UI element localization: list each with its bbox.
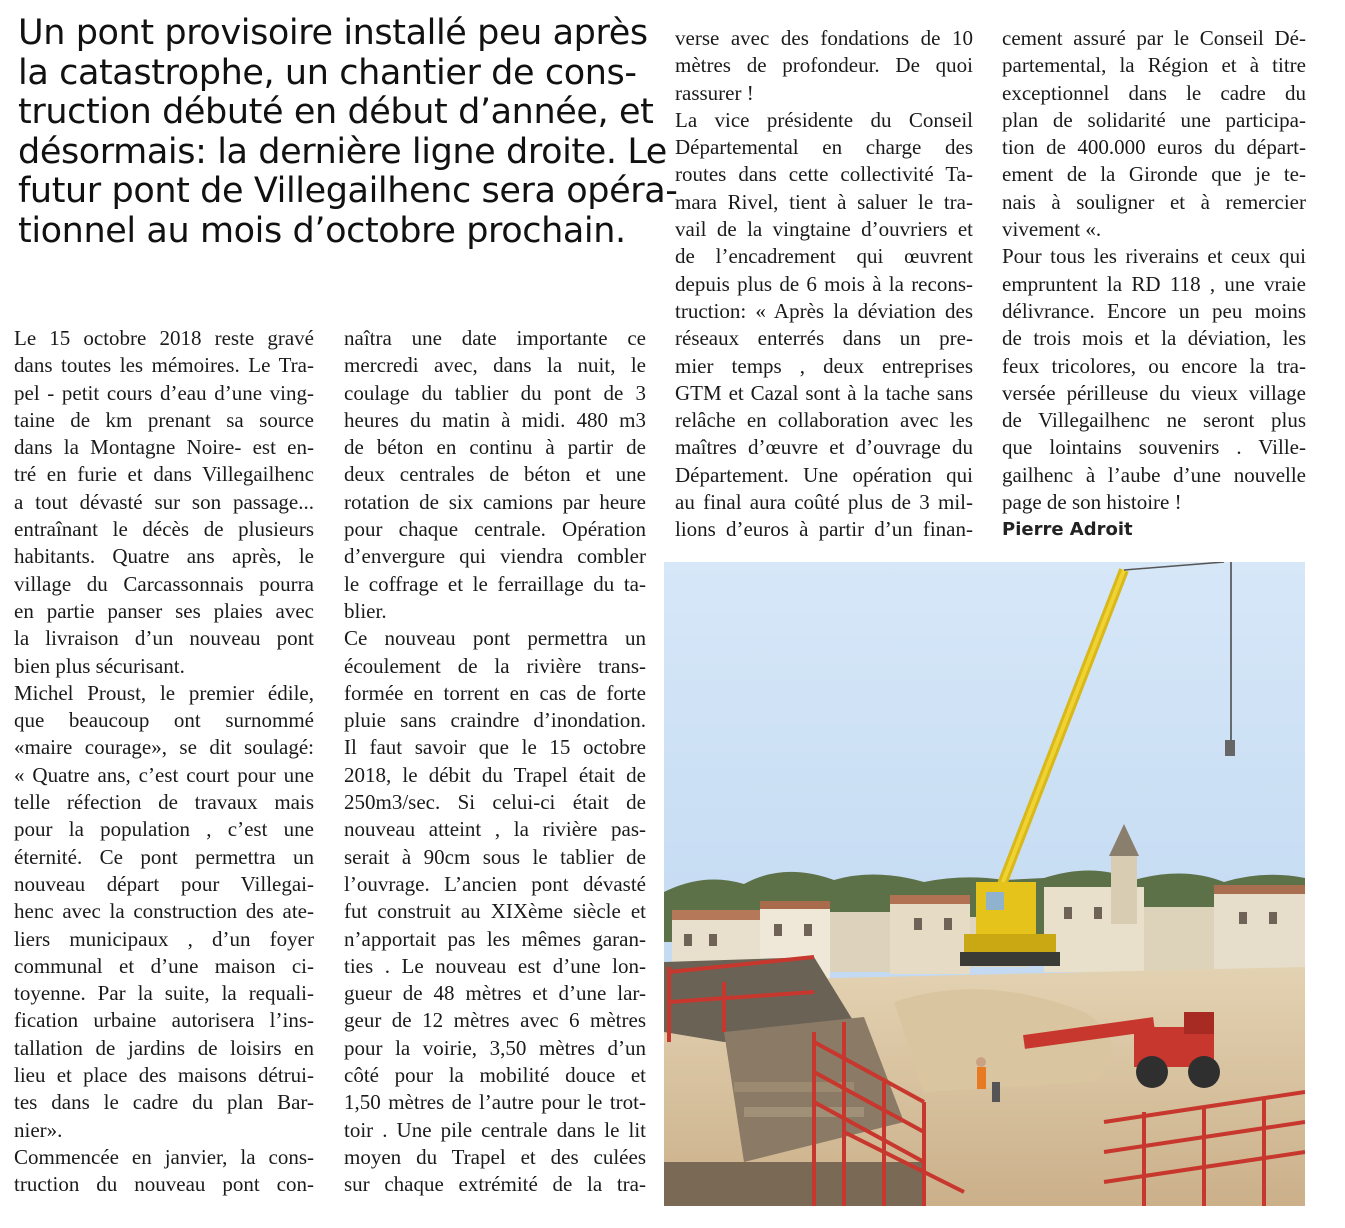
text-line: rotation de six camions par heure [344,489,646,514]
photo-illustration [664,562,1305,1206]
text-line: deux centrales de béton et une [344,462,646,487]
lead-line: tionnel au mois d’octobre prochain. [18,210,626,251]
text-line: la livraison d’un nouveau pont [14,626,314,651]
text-line: nais à souligner et à remercier [1002,189,1306,214]
text-line: taine de km prenant sa source [14,407,314,432]
text-line: tes dans le cadre du plan Bar- [14,1090,314,1115]
text-line: telle réfection de travaux mais [14,790,314,815]
text-line: nier». [14,1117,63,1142]
text-line: n’apportait pas les mêmes garan- [344,926,646,951]
text-line: ties . Le nouveau est d’une lon- [344,953,646,978]
text-line: moyen du Trapel et des culées [344,1144,646,1169]
text-line: 250m3/sec. Si celui-ci était de [344,790,646,815]
text-line: mètres de profondeur. De quoi [675,53,973,78]
text-line: vail de la vingtaine d’ouvriers et [675,217,973,242]
text-line: mara Rivel, tient à saluer le tra- [675,189,973,214]
text-line: lions d’euros à partir d’un finan- [675,517,973,542]
text-line: Commencée en janvier, la cons- [14,1144,314,1169]
article-column-2 [344,325,646,1199]
text-line: blier. [344,598,387,623]
text-line: Pour tous les riverains et ceux qui [1002,244,1306,269]
text-line: coulage du tablier du pont de 3 [344,380,646,405]
text-line: Ce nouveau pont permettra un [344,626,646,651]
text-line: geur de 12 mètres avec 6 mètres [344,1008,646,1033]
text-line: rassurer ! [675,80,754,105]
text-line: 2018, le débit du Trapel était de [344,762,646,787]
lead-line: désormais: la dernière ligne droite. Le [18,131,667,172]
text-line: Départemental en charge des [675,135,973,160]
text-line: dans la Montagne Noire- est en- [14,435,314,460]
text-line: versée périlleuse du vieux village [1002,380,1306,405]
text-line: en partie panser ses plaies avec [14,598,314,623]
text-line: cement assuré par le Conseil Dé- [1002,26,1306,50]
text-line: dans toutes les mémoires. Le Tra- [14,353,314,378]
text-line: tion de 400.000 euros du départ- [1002,135,1306,160]
text-line: tallation de jardins de loisirs en [14,1035,314,1060]
text-line: heures du matin à midi. 480 m3 [344,407,646,432]
text-line: a tout dévasté sur son passage... [14,489,314,514]
text-line: toir . Une pile centrale dans le lit [344,1117,646,1142]
text-line: nouveau atteint , la rivière pas- [344,817,646,842]
text-line: de trois mois et la déviation, les [1002,326,1306,351]
text-line: La vice présidente du Conseil [675,107,973,132]
text-line: sur chaque extrémité de la tra- [344,1172,646,1197]
text-line: le coffrage et le ferraillage du ta- [344,571,646,596]
text-line: Michel Proust, le premier édile, [14,680,314,705]
text-line: exceptionnel dans le cadre du [1002,80,1306,105]
lead-line: Un pont provisoire installé peu après [18,13,648,53]
author-signature: Pierre Adroit [1002,519,1133,541]
text-line: habitants. Quatre ans après, le [14,544,314,569]
text-line: Il faut savoir que le 15 octobre [344,735,646,760]
text-line: henc avec la construction des ate- [14,899,314,924]
text-line: relâche en collaboration avec les [675,408,973,433]
text-line: pel - petit cours d’eau d’une ving- [14,380,314,405]
text-line: Le 15 octobre 2018 reste gravé [14,326,314,350]
text-line: écoulement de la rivière trans- [344,653,646,678]
text-line: gueur de 48 mètres et d’une lar- [344,981,646,1006]
text-line: liers municipaux , d’un foyer [14,926,314,951]
article-column-1 [14,325,314,1199]
article-column-4 [1002,25,1306,543]
text-line: maîtres d’œuvre et d’ouvrage du [675,435,973,460]
text-line: formée en torrent en cas de forte [344,680,646,705]
text-line: empruntent la RD 118 , une vraie [1002,271,1306,296]
text-line: que beaucoup ont surnommé [14,708,314,733]
text-line: gailhenc à l’aube d’une nouvelle [1002,462,1306,487]
text-line: entraînant le décès de plusieurs [14,517,314,542]
text-line: réseaux enterrés dans un pre- [675,326,973,351]
text-line: partemental, la Région et à titre [1002,53,1306,78]
text-line: feux tricolores, ou encore la tra- [1002,353,1306,378]
lead-paragraph [18,13,678,251]
text-line: mercredi avec, dans la nuit, le [344,353,646,378]
text-line: d’envergure qui viendra combler [344,544,646,569]
text-line: éternité. Ce pont permettra un [14,844,314,869]
text-line: de béton en continu à partir de [344,435,646,460]
text-line: au final aura coûté plus de 3 mil- [675,490,973,515]
text-line: serait à 90cm sous le tablier de [344,844,646,869]
text-line: côté pour la mobilité douce et [344,1063,646,1088]
text-line: depuis plus de 6 mois à la recons- [675,271,973,296]
text-line: page de son histoire ! [1002,490,1182,515]
text-line: 1,50 mètres de l’autre pour le trot- [344,1090,646,1115]
text-line: pour la voirie, 3,50 mètres d’un [344,1035,646,1060]
text-line: routes dans cette collectivité Ta- [675,162,973,187]
text-line: village du Carcassonnais pourra [14,571,314,596]
text-line: vivement «. [1002,217,1102,242]
text-line: de l’encadrement qui œuvrent [675,244,973,269]
lead-line: futur pont de Villegailhenc sera opéra- [18,171,678,211]
text-line: pour chaque centrale. Opération [344,517,646,542]
text-line: communal et d’une maison ci- [14,953,314,978]
text-line: tré en furie et dans Villegailhenc [14,462,314,487]
text-line: fut construit au XIXème siècle et [344,899,646,924]
text-line: lieu et place des maisons détrui- [14,1063,314,1088]
text-line: l’ouvrage. L’ancien pont dévasté [344,871,646,896]
text-line: truction: « Après la déviation des [675,298,973,323]
construction-site-photo [664,562,1305,1206]
text-line: plan de solidarité une participa- [1002,107,1306,132]
article-column-3 [675,25,973,544]
text-line: délivrance. Encore un peu moins [1002,298,1306,323]
text-line: ement de la Gironde que je te- [1002,162,1306,187]
text-line: « Quatre ans, c’est court pour une [14,762,314,787]
text-line: naîtra une date importante ce [344,326,646,350]
text-line: Département. Une opération qui [675,462,973,487]
lead-line: truction débuté en début d’année, et [18,92,654,132]
lead-line: la catastrophe, un chantier de cons- [18,52,637,93]
text-line: mier temps , deux entreprises [675,353,973,378]
text-line: pour la population , c’est une [14,817,314,842]
text-line: GTM et Cazal sont à la tache sans [675,380,973,405]
text-line: fication urbaine autorisera l’ins- [14,1008,314,1033]
text-line: que lointains souvenirs . Ville- [1002,435,1306,460]
text-line: pluie sans craindre d’inondation. [344,708,646,733]
text-line: «maire courage», se dit soulagé: [14,735,314,760]
text-line: verse avec des fondations de 10 [675,26,973,50]
text-line: truction du nouveau pont con- [14,1172,314,1197]
text-line: toyenne. Par la suite, la requali- [14,981,314,1006]
text-line: nouveau départ pour Villegai- [14,871,314,896]
text-line: de Villegailhenc ne seront plus [1002,408,1306,433]
text-line: bien plus sécurisant. [14,653,185,678]
